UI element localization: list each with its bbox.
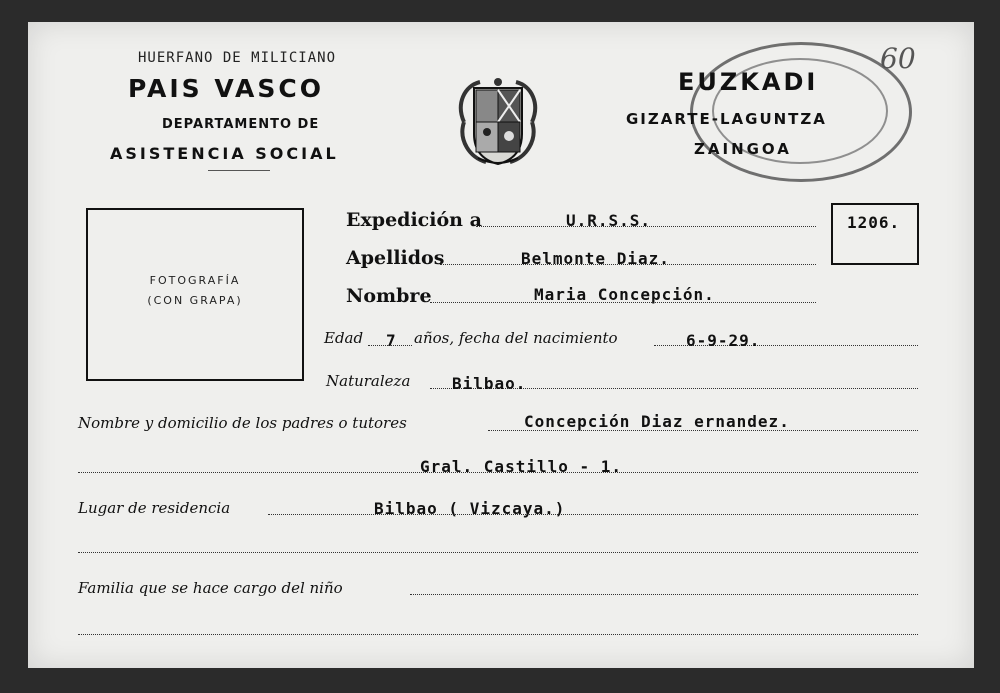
header-gizarte-laguntza: GIZARTE-LAGUNTZA: [626, 110, 827, 128]
record-number: 1206.: [847, 213, 901, 232]
padres-value: Concepción Diaz ernandez.: [524, 412, 790, 431]
header-orphan-line: HUERFANO DE MILICIANO: [138, 50, 337, 66]
edad-label: Edad: [324, 329, 364, 347]
header-asistencia-social: ASISTENCIA SOCIAL: [110, 144, 339, 163]
edad-value: 7: [386, 331, 397, 350]
header-pais-vasco: PAIS VASCO: [128, 74, 324, 103]
residencia-label: Lugar de residencia: [78, 499, 231, 517]
record-number-box: [831, 203, 919, 265]
photo-label-line2: (CON GRAPA): [147, 294, 243, 307]
familia-extra-dotted-line: [78, 634, 918, 635]
residencia-value: Bilbao ( Vizcaya.): [374, 499, 566, 518]
domicilio-value: Gral. Castillo - 1.: [420, 457, 623, 476]
residencia-extra-dotted-line: [78, 552, 918, 553]
nombre-label: Nombre: [346, 285, 432, 307]
coat-of-arms-icon: [450, 74, 546, 170]
nacimiento-value: 6-9-29.: [686, 331, 761, 350]
photo-placeholder-box: [86, 208, 304, 381]
apellidos-label: Apellidos: [346, 247, 445, 269]
naturaleza-value: Bilbao.: [452, 374, 527, 393]
registration-card: [28, 22, 974, 668]
handwritten-number: 60: [880, 42, 916, 75]
expedicion-value: U.R.S.S.: [566, 211, 652, 230]
expedicion-label: Expedición a: [346, 209, 482, 231]
photo-label-line1: FOTOGRAFÍA: [149, 274, 241, 287]
residencia-dotted-line: [268, 514, 918, 515]
padres-label: Nombre y domicilio de los padres o tutores: [78, 414, 407, 432]
anos-fecha-label: años, fecha del nacimiento: [414, 329, 618, 347]
familia-dotted-line: [410, 594, 918, 595]
header-euzkadi: EUZKADI: [678, 68, 819, 96]
header-underline: [208, 170, 270, 171]
familia-label: Familia que se hace cargo del niño: [78, 579, 343, 597]
nombre-value: Maria Concepción.: [534, 285, 715, 304]
header-departamento: DEPARTAMENTO DE: [162, 117, 320, 132]
header-zaingoa: ZAINGOA: [694, 140, 792, 158]
naturaleza-label: Naturaleza: [326, 372, 411, 390]
apellidos-value: Belmonte Diaz.: [521, 249, 670, 268]
